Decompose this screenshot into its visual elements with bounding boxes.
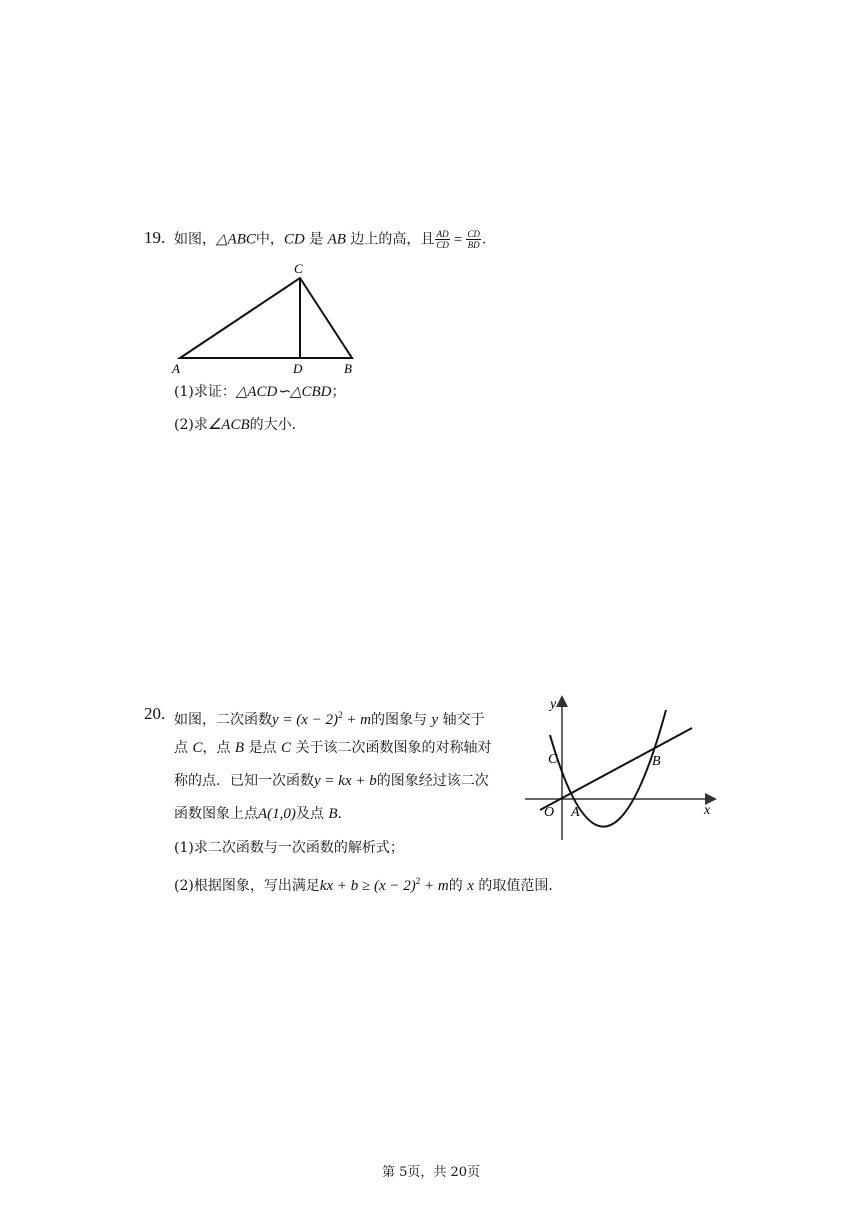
q20-text: 称的点．已知一次函数 [174,773,314,789]
triangle-abc-shape [180,278,352,358]
q20-text: 及点 [295,806,329,822]
parabola-curve [550,710,666,827]
q20-x-symbol: x [467,878,474,894]
q20-text: 点 [174,740,193,756]
q20-stem-line-1 [174,705,485,730]
q20-linear: y = kx + b [314,773,377,789]
question-19-stem [174,229,486,250]
q20-text: 的图象与 [371,712,432,728]
q19-part2-suffix: 的大小． [249,417,306,433]
question-19-number: 19. [144,228,166,247]
q19-part-1 [174,382,345,402]
q20-point-b: B [234,740,245,756]
q20-quadratic-tail: + m [342,712,372,728]
q20-part2-ineq-base: kx + b ≥ (x − 2) [319,878,416,894]
q19-part-2 [174,415,306,435]
q20-y-symbol: y [431,712,439,728]
q20-text: . [337,806,342,822]
q20-text: 的图象经过该二次 [376,773,489,789]
q19-part2-prefix: (2)求 [174,417,208,433]
q20-part-1: (1)求二次函数与一次函数的解析式； [174,840,404,856]
q20-text: ，点 [202,740,235,756]
label-a: A [172,361,180,376]
q20-text: 关于该二次函数图象的对称轴对 [291,740,492,756]
q20-point-c: C [281,740,292,756]
q19-part1-prefix: (1)求证： [174,384,236,400]
q19-segment-cd: CD [283,231,305,248]
q19-triangle-figure [168,258,368,378]
fraction-denominator: CD [436,240,449,250]
q20-part2-exponent: 2 [415,876,421,886]
q19-equals: = [453,231,463,248]
label-y-axis: y [550,697,557,712]
fraction-denominator: BD [467,240,480,250]
q20-stem-line-4 [174,804,342,824]
q20-point-c: C [192,740,203,756]
question-20-number: 20. [144,704,166,723]
fraction-numerator: AD [436,229,449,239]
q20-quadratic [272,712,371,728]
q20-text: 轴交于 [438,712,485,728]
q20-stem-line-2 [174,738,491,758]
q19-stem-text: 是 [304,231,328,248]
q20-part-2 [174,871,562,896]
label-point-c: C [548,752,558,767]
label-c: C [294,261,303,276]
q19-fraction-cd-bd [466,229,481,250]
q20-part2-inequality [320,878,449,894]
q20-part2-text: 的取值范围． [473,878,563,894]
q20-graph-figure [520,690,725,850]
q20-text: 如图，二次函数 [174,712,272,728]
q20-point-b: B [328,806,338,822]
label-point-b: B [652,754,661,769]
label-d: D [293,361,303,376]
q20-quadratic-base: y = (x − 2) [272,712,339,728]
q19-part2-math: ∠ACB [207,417,250,433]
q19-stem-text: 中， [255,231,284,248]
q20-part2-text: 的 [448,878,468,894]
label-x-axis: x [704,803,711,818]
q19-stem-text: 如图， [174,231,216,248]
q20-text: 是点 [244,740,281,756]
q19-triangle-abc: △ABC [216,231,256,248]
q19-segment-ab: AB [327,231,346,248]
q20-text: 函数图象上点 [174,806,258,822]
q20-stem-line-3 [174,771,489,791]
q20-quadratic-exponent: 2 [338,710,343,720]
q19-part1-suffix: ； [331,384,346,400]
label-point-a: A [571,805,580,820]
label-b: B [344,361,352,376]
page-footer: 第 5页，共 20页 [382,1165,481,1180]
q19-fraction-ad-cd [435,229,450,250]
q19-period: . [481,231,487,248]
line-ab [540,728,692,810]
q19-stem-text: 边上的高，且 [345,231,435,248]
q20-part2-text: (2)根据图象，写出满足 [174,878,320,894]
label-origin-o: O [544,805,555,820]
fraction-numerator: CD [467,229,480,239]
q20-part2-ineq-tail: + m [420,878,449,894]
q20-point-a: A(1,0) [258,806,296,822]
q19-part1-math: △ACD∽△CBD [235,384,332,400]
